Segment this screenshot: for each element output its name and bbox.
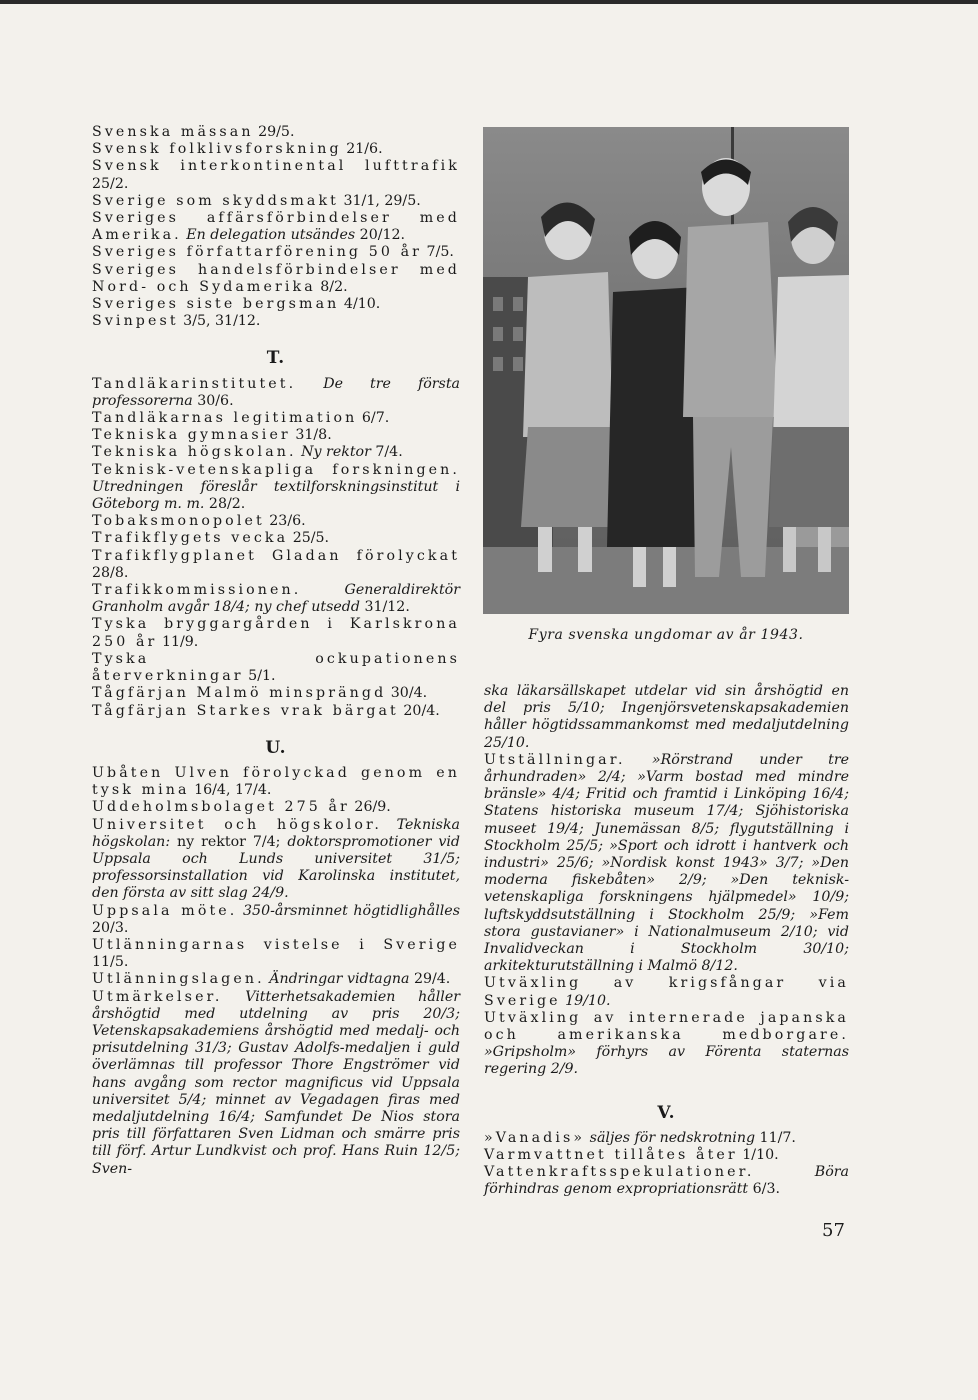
entry-date: 31/8.: [290, 427, 332, 444]
entry-italic-text: En delegation utsändes: [181, 227, 356, 244]
t-entry: [92, 427, 460, 444]
photo-caption: Fyra svenska ungdomar av år 1943.: [528, 627, 804, 643]
entry-date: 31/12.: [359, 599, 410, 616]
entry-date: 29/4.: [409, 971, 451, 988]
right-entries: [484, 752, 849, 1079]
entry-keyword: Uppsala möte.: [92, 902, 238, 919]
section-heading-v: V.: [657, 1102, 676, 1123]
entry-date: 25/5.: [288, 530, 330, 547]
t-entry: [92, 651, 460, 685]
entry-date: 20/12.: [355, 227, 406, 244]
entry-keyword: Sveriges handelsförbindelser med Nord- och Sydamerika: [92, 261, 460, 295]
entry-date: 16/4, 17/4.: [189, 782, 272, 799]
entry-keyword: Ubåten Ulven förolyckad genom en tysk mina: [92, 764, 460, 799]
entry-keyword: Tyska ockupationens återverkningar: [92, 650, 460, 685]
entry-keyword: Vattenkraftsspekulationer.: [484, 1164, 755, 1181]
entry-keyword: Trafikkommissionen.: [92, 582, 302, 599]
entry-keyword: Uddeholmsbolaget 275 år: [92, 799, 350, 816]
entry-keyword: Tandläkarnas legitimation: [92, 410, 358, 427]
continued-entry: ska läkarsällskapet utdelar vid sin årshögtid en del pris 5/10; Ingenjörsvetenskapsakademien håller högtidssammankomst med medaljutdelning 25/10.: [484, 683, 849, 751]
section-heading-u: U.: [265, 737, 287, 758]
entry-date: 6/3.: [748, 1181, 780, 1198]
entry-date: 28/8.: [92, 564, 129, 581]
s-entries: [92, 124, 460, 330]
entry-date: 6/7.: [357, 410, 390, 427]
u-entry: [92, 799, 460, 816]
entry-keyword: Tyska bryggargården i Karlskrona 250 år: [92, 616, 460, 650]
v-entry: [484, 1130, 849, 1147]
s-entry: [92, 262, 460, 296]
entry-date: 31/1, 29/5.: [338, 192, 421, 209]
entry-keyword: Trafikflygplanet Gladan förolyckat: [92, 547, 460, 564]
t-entry: [92, 548, 460, 582]
entry-date: 11/7.: [755, 1129, 796, 1146]
t-entry: [92, 410, 460, 427]
t-entry: [92, 530, 460, 547]
entry-keyword: Sveriges affärsförbindelser med Amerika.: [92, 210, 460, 244]
entry-date: 1/10.: [737, 1147, 779, 1164]
right-column: [484, 683, 849, 1199]
entry-date: 11/9.: [157, 633, 199, 650]
entry-keyword: Utlänningslagen.: [92, 971, 265, 988]
s-entry: [92, 141, 460, 158]
entry-keyword: Trafikflygets vecka: [92, 530, 289, 547]
entry-italic-text: 350-årsminnet högtidlighålles: [237, 902, 460, 919]
entry-date: 8/2.: [315, 278, 348, 295]
u-entry: [92, 817, 460, 903]
u-entry: [92, 903, 460, 937]
s-entry: [92, 244, 460, 261]
entry-keyword: Svinpest: [92, 313, 179, 330]
photo-illustration: [483, 127, 849, 614]
s-entry: [92, 158, 460, 192]
entry-keyword: Utväxling av internerade japanska och amerikanska medborgare.: [484, 1009, 849, 1044]
t-entry: [92, 376, 460, 410]
entry-keyword: Utställningar.: [484, 751, 626, 768]
entry-keyword: Tobaksmonopolet: [92, 513, 265, 530]
v-entry: [484, 1164, 849, 1198]
s-entry: [92, 313, 460, 330]
entry-italic-text: Generaldirektör Granholm avgår 18/4; ny chef utsedd: [92, 582, 460, 616]
entry-keyword: Tekniska högskolan.: [92, 444, 297, 461]
entry-keyword: Teknisk-vetenskapliga forskningen.: [92, 461, 460, 478]
entry-keyword: Svenska mässan: [92, 124, 254, 140]
t-entry: [92, 513, 460, 530]
entry-keyword: Tekniska gymnasier: [92, 427, 291, 444]
u-cont-entry: [484, 752, 849, 976]
t-entry: [92, 685, 460, 702]
entry-italic-text: Ny rektor: [296, 444, 371, 461]
s-entry: [92, 210, 460, 244]
entry-italic-text: Tekniska högskolan:: [92, 816, 461, 850]
entry-date: 30/4.: [386, 685, 428, 702]
u-entry: [92, 989, 460, 1178]
entry-italic-text: 19/10.: [560, 992, 611, 1009]
left-column: [92, 124, 460, 1178]
entry-date: ny rektor 7/4;: [170, 833, 281, 850]
entry-keyword: Sveriges siste bergsman: [92, 296, 340, 313]
t-entry: [92, 703, 460, 720]
s-entry: [92, 193, 460, 210]
u-cont-entry: [484, 1010, 849, 1079]
entry-keyword: Universitet och högskolor.: [92, 816, 382, 833]
entry-date: 5/1.: [243, 668, 276, 685]
entry-italic-text: Ändringar vidtagna: [264, 971, 410, 988]
entry-date: 3/5, 31/12.: [178, 313, 261, 330]
s-entry: [92, 124, 460, 141]
entry-date: 7/4.: [370, 444, 403, 461]
entry-italic-text: Böra förhindras genom expropriationsrätt: [484, 1164, 849, 1198]
u-entry: [92, 765, 460, 799]
entry-keyword: »Vanadis»: [484, 1129, 586, 1146]
entry-keyword: Tandläkarinstitutet.: [92, 375, 297, 392]
s-entry: [92, 296, 460, 313]
entry-keyword: Sveriges författarförening 50 år: [92, 244, 423, 261]
entry-italic-text: Utredningen föreslår textilforskningsinstitut i Göteborg m. m.: [92, 478, 460, 513]
u-entry: [92, 971, 460, 988]
entry-italic-text: säljes för nedskrotning: [585, 1129, 756, 1146]
entry-italic-text: »Gripsholm» förhyrs av Förenta staternas regering 2/9.: [484, 1044, 849, 1078]
entry-date: 20/4.: [398, 702, 440, 719]
v-entry: [484, 1147, 849, 1164]
entry-keyword: Utmärkelser.: [92, 988, 223, 1005]
entry-date: 23/6.: [264, 513, 306, 530]
u-entry: [92, 937, 460, 971]
entry-italic-text: »Rörstrand under tre århundraden» 2/4; »Varm bostad med mindre bränsle» 4/4; Fritid och framtid i Linköping 16/4; Statens historiska museum 17/4; Sjöhistoriska museet 19/4; Junemässan 8/5; flygutställning i Stockholm 25/5; »Sport och idrott i hantverk och industri» 25/6; »Nordisk konst 1943» 3/7; »Den moderna fiskebåten» 2/9; »Den teknisk-vetenskapliga forskningens hjälpmedel» 10/9; luftskyddsutställning i Stockholm 25/9; »Fem stora gustavianer» i Nationalmuseum 2/10; vid Invalidveckan i Stockholm 30/10; arkitekturutställning i Malmö 8/12.: [484, 751, 849, 975]
photograph-four-young-people: [483, 127, 849, 614]
section-heading-t: T.: [266, 348, 286, 369]
entry-keyword: Varmvattnet tillåtes åter: [484, 1147, 738, 1164]
entry-date: 4/10.: [339, 296, 381, 313]
entry-italic-text: doktorspromotioner vid Uppsala och Lunds universitet 31/5; professorsinstallation vid Karolinska institutet, den första av sitt slag 24/9.: [92, 833, 460, 902]
entry-date: 28/2.: [204, 496, 246, 513]
entry-keyword: Svensk interkontinental lufttrafik: [92, 158, 460, 175]
t-entries: [92, 376, 460, 720]
entry-keyword: Svensk folklivsforskning: [92, 141, 342, 158]
entry-keyword: Utlänningarnas vistelse i Sverige: [92, 936, 460, 953]
u-cont-entry: [484, 975, 849, 1009]
entry-keyword: Utväxling av krigsfångar via Sverige: [484, 975, 849, 1009]
u-entries: [92, 765, 460, 1178]
t-entry: [92, 616, 460, 650]
entry-date: 7/5.: [422, 244, 454, 261]
entry-date: 25/2.: [92, 175, 129, 192]
entry-date: 29/5.: [253, 124, 295, 140]
entry-date: 30/6.: [192, 392, 234, 409]
entry-keyword: Sverige som skyddsmakt: [92, 192, 339, 209]
entry-date: 21/6.: [341, 141, 383, 158]
entry-date: 11/5.: [92, 954, 129, 971]
v-entries: [484, 1130, 849, 1199]
entry-keyword: Tågfärjan Starkes vrak bärgat: [92, 702, 399, 719]
entry-date: 26/9.: [349, 799, 391, 816]
page-top-border: [0, 0, 978, 4]
entry-keyword: Tågfärjan Malmö minsprängd: [92, 685, 387, 702]
page-number: 57: [822, 1220, 845, 1241]
t-entry: [92, 462, 460, 514]
entry-italic-text: De tre första professorerna: [92, 375, 460, 409]
entry-date: 20/3.: [92, 919, 129, 936]
entry-italic-text: Vitterhetsakademien håller årshögtid med utdelning av pris 20/3; Vetenskapsakademiens årshögtid med medalj- och prisutdelning 31/3; Gustav Adolfs-medaljen i guld överlämnas till professor Thore Engströmer vid hans avgång som rector magnificus vid Uppsala universitet 5/4; minnet av Vegadagen firas med medaljutdelning 16/4; Samfundet De Nios stora pris till författaren Sven Lidman och smärre pris till förf. Artur Lundkvist och prof. Hans Ruin 12/5; Sven-: [92, 988, 460, 1177]
t-entry: [92, 582, 460, 616]
t-entry: [92, 444, 460, 461]
